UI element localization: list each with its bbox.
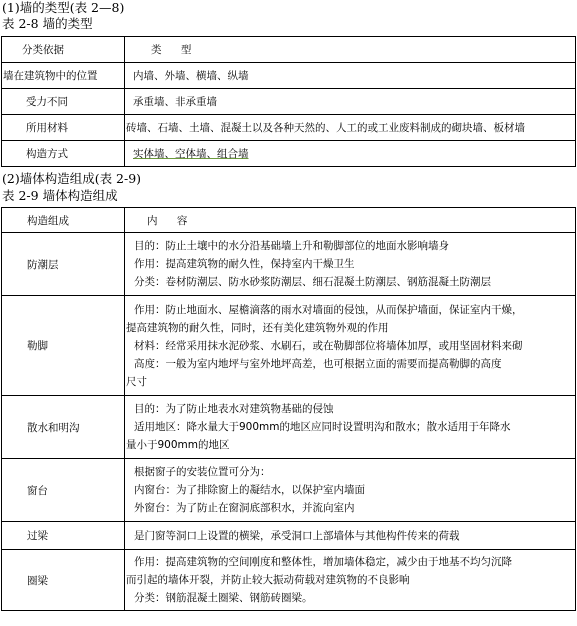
content-line: 根据窗子的安装位置可分为： [134, 466, 271, 478]
table-row [2, 63, 576, 89]
row-types-text: 实体墙、空体墙、组合墙 [133, 148, 249, 160]
header-content: 内 容 [147, 214, 196, 227]
row-basis: 构造方式 [26, 148, 68, 160]
content-line: 目的：为了防止地表水对建筑物基础的侵蚀 [134, 403, 334, 415]
row-types: 承重墙、非承重墙 [133, 96, 217, 108]
table-row [2, 296, 576, 396]
content-line: 适用地区：降水量大于900mm的地区应同时设置明沟和散水；散水适用于年降水 [134, 421, 511, 433]
content-line: 作用：提高建筑物的耐久性，保持室内干燥卫生 [134, 258, 355, 270]
row-basis: 受力不同 [26, 96, 68, 108]
table-row [2, 459, 576, 522]
header-classification-basis: 分类依据 [22, 44, 64, 56]
row-types [125, 146, 575, 161]
section-2-title: (2)墙体构造组成(表 2-9) [2, 171, 142, 186]
content-line: 作用：提高建筑物的空间刚度和整体性，增加墙体稳定，减少由于地基不均匀沉降 [134, 556, 512, 568]
content-line: 材料：经常采用抹水泥砂浆、水刷石，或在勒脚部位将墙体加厚，或用坚固材料来砌 [134, 339, 523, 352]
table-row [2, 115, 576, 141]
header-types: 类 型 [151, 44, 200, 56]
header-component: 构造组成 [27, 214, 69, 227]
component-name: 窗台 [27, 484, 48, 497]
table-row [2, 522, 576, 550]
content-line: 目的：防止土壤中的水分沿基础墙上升和勒脚部位的地面水影响墙身 [134, 240, 449, 252]
component-name: 散水和明沟 [27, 421, 80, 434]
content-line: 分类：钢筋混凝土圈梁、钢筋砖圈梁。 [134, 592, 313, 604]
content-line: 高度：一般为室内地坪与室外地坪高差，也可根据立面的需要而提高勒脚的高度 [134, 357, 502, 370]
table-row [2, 89, 576, 115]
component-name: 防潮层 [27, 258, 59, 271]
table-header-row [2, 37, 576, 63]
content-line: 提高建筑物的耐久性，同时，还有美化建筑物外观的作用 [126, 321, 389, 334]
table-row [2, 550, 576, 611]
content-line: 外窗台：为了防止在窗洞底部积水，并流向室内 [134, 502, 355, 514]
wall-composition-table [1, 207, 576, 611]
row-types: 砖墙、石墙、土墙、混凝土以及各种天然的、人工的或工业废料制成的砌块墙、板材墙 [126, 122, 525, 134]
content-line: 尺寸 [126, 375, 147, 388]
section-1-title: (1)墙的类型(表 2—8) [2, 0, 125, 15]
table-row [2, 233, 576, 296]
table-2-9-caption: 表 2-9 墙体构造组成 [2, 188, 118, 203]
component-name: 圈梁 [27, 574, 48, 587]
table-row [2, 396, 576, 459]
row-basis: 所用材料 [26, 122, 68, 134]
content-line: 内窗台：为了排除窗上的凝结水，以保护室内墙面 [134, 484, 365, 496]
row-types: 内墙、外墙、横墙、纵墙 [133, 70, 249, 82]
table-2-8-caption: 表 2-8 墙的类型 [2, 16, 93, 31]
component-name: 过梁 [27, 530, 48, 542]
table-header-row [2, 208, 576, 233]
row-basis: 墙在建筑物中的位置 [3, 70, 98, 82]
table-row [2, 141, 576, 167]
content-line: 作用：防止地面水、屋檐滴落的雨水对墙面的侵蚀，从而保护墙面，保证室内干燥， [134, 303, 523, 316]
component-name: 勒脚 [27, 340, 48, 352]
content-line: 分类：卷材防潮层、防水砂浆防潮层、细石混凝土防潮层、钢筋混凝土防潮层 [134, 276, 491, 288]
wall-types-table [1, 36, 576, 167]
content-line: 量小于900mm的地区 [126, 439, 230, 451]
content-line: 是门窗等洞口上设置的横梁，承受洞口上部墙体与其他构件传来的荷载 [134, 529, 460, 542]
content-line: 而引起的墙体开裂，并防止较大振动荷载对建筑物的不良影响 [126, 574, 410, 586]
